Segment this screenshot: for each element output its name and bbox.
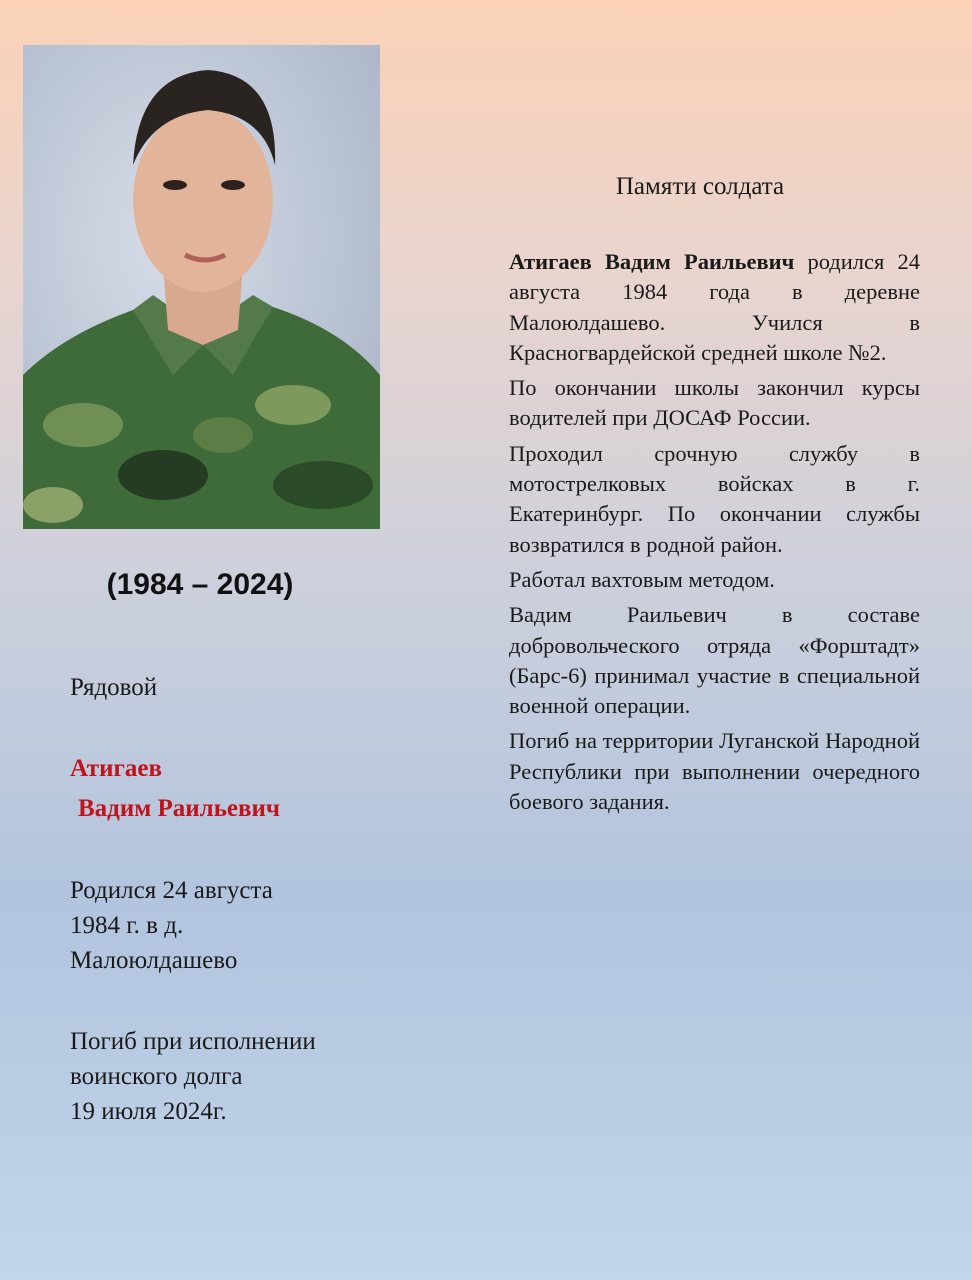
birth-line: Малоюлдашево	[70, 947, 238, 974]
bio-paragraph: Вадим Раильевич в составе добровольческого отряда «Форштадт» (Барс-6) принимал участие в специальной военной операции.	[509, 602, 920, 719]
memorial-heading: Памяти солдата	[615, 173, 785, 200]
soldier-given-names: Вадим Раильевич	[78, 795, 281, 822]
bio-paragraph: Работал вахтовым методом.	[509, 566, 775, 592]
bio-name: Атигаев Вадим Раильевич	[509, 249, 795, 274]
bio-paragraph: По окончании школы закончил курсы водителей при ДОСАФ России.	[509, 375, 920, 431]
bio-paragraph: Проходил срочную службу в мотострелковых войсках в г. Екатеринбург. По окончании службы возвратился в родной район.	[509, 440, 920, 557]
death-line: воинского долга	[70, 1063, 243, 1090]
death-date: 19 июля 2024г.	[70, 1098, 227, 1125]
birth-line: 1984 г. в д.	[70, 912, 184, 939]
death-info	[70, 1024, 390, 1094]
life-years: (1984 – 2024)	[106, 568, 294, 601]
death-line: Погиб при исполнении	[70, 1028, 316, 1055]
birth-info	[70, 873, 370, 978]
soldier-surname: Атигаев	[70, 755, 162, 782]
bio-paragraph: Погиб на территории Луганской Народной Республики при выполнении очередного боевого задания.	[509, 728, 920, 815]
military-rank: Рядовой	[70, 674, 158, 701]
birth-line: Родился 24 августа	[70, 877, 273, 904]
biography	[509, 247, 920, 822]
soldier-portrait-photo	[23, 45, 380, 529]
bio-first-text: родился 24 августа 1984 года в деревне Малоюлдашево. Учился в Красногвардейской средней школе №2.	[509, 249, 921, 365]
bio-paragraph	[509, 247, 920, 368]
